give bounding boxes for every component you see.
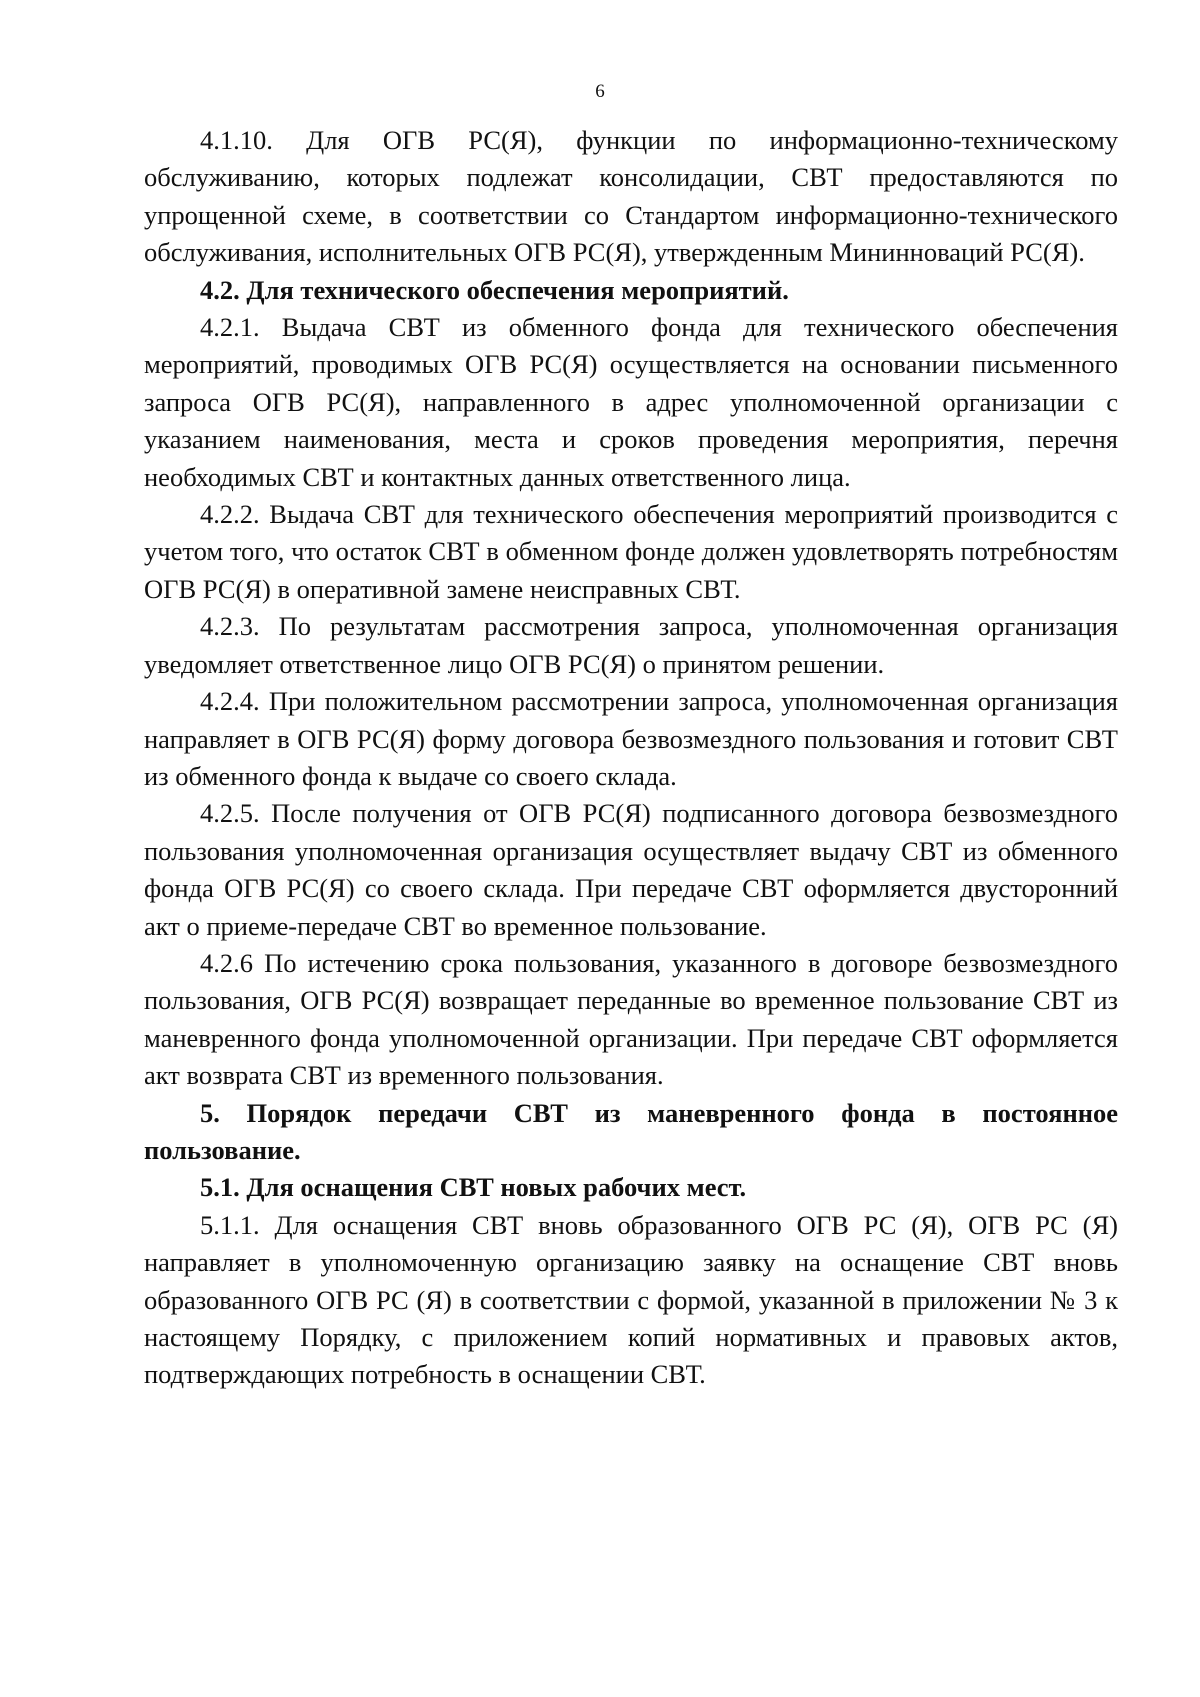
paragraph-4-2-2: 4.2.2. Выдача СВТ для технического обеспечения мероприятий производится с учетом того, что остаток СВТ в обменном фонде должен удовлетворять потребностям ОГВ РС(Я) в оперативной замене неисправных СВТ. xyxy=(144,499,1118,604)
paragraph-4-2-5: 4.2.5. После получения от ОГВ РС(Я) подписанного договора безвозмездного пользования уполномоченная организация осуществляет выдачу СВТ из обменного фонда ОГВ РС(Я) со своего склада. При передаче СВТ оформляется двусторонний акт о приеме-передаче СВТ во временное пользование. xyxy=(144,798,1118,941)
paragraph-4-2-3: 4.2.3. По результатам рассмотрения запроса, уполномоченная организация уведомляет ответственное лицо ОГВ РС(Я) о принятом решении. xyxy=(144,611,1118,679)
paragraph-4-1-10: 4.1.10. Для ОГВ РС(Я), функции по информационно-техническому обслуживанию, которых подлежат консолидации, СВТ предоставляются по упрощенной схеме, в соответствии со Стандартом информационно-технического обслуживания, исполнительных ОГВ РС(Я), утвержденным Мининноваций РС(Я). xyxy=(144,125,1118,268)
paragraph-4-2-4: 4.2.4. При положительном рассмотрении запроса, уполномоченная организация направляет в ОГВ РС(Я) форму договора безвозмездного пользования и готовит СВТ из обменного фонда к выдаче со своего склада. xyxy=(144,686,1118,791)
paragraph-4-2-6: 4.2.6 По истечению срока пользования, указанного в договоре безвозмездного пользования, ОГВ РС(Я) возвращает переданные во временное пользование СВТ из маневренного фонда уполномоченной организации. При передаче СВТ оформляется акт возврата СВТ из временного пользования. xyxy=(144,947,1118,1091)
section-heading-4-2: 4.2. Для технического обеспечения мероприятий. xyxy=(200,274,789,305)
paragraph-4-2-1: 4.2.1. Выдача СВТ из обменного фонда для технического обеспечения мероприятий, проводимых ОГВ РС(Я) осуществляется на основании письменного запроса ОГВ РС(Я), направленного в адрес уполномоченной организации с указанием наименования, места и сроков проведения мероприятия, перечня необходимых СВТ и контактных данных ответственного лица. xyxy=(144,312,1118,492)
page-number: 6 xyxy=(595,81,605,102)
section-heading-5: 5. Порядок передачи СВТ из маневренного фонда в постоянное пользование. xyxy=(144,1097,1118,1165)
section-heading-5-1: 5.1. Для оснащения СВТ новых рабочих мест. xyxy=(200,1172,747,1203)
paragraph-5-1-1: 5.1.1. Для оснащения СВТ вновь образованного ОГВ РС (Я), ОГВ РС (Я) направляет в уполномоченную организацию заявку на оснащение СВТ вновь образованного ОГВ РС (Я) в соответствии с формой, указанной в приложении № 3 к настоящему Порядку, с приложением копий нормативных и правовых актов, подтверждающих потребность в оснащении СВТ. xyxy=(144,1209,1118,1390)
document-body xyxy=(144,122,1118,1394)
